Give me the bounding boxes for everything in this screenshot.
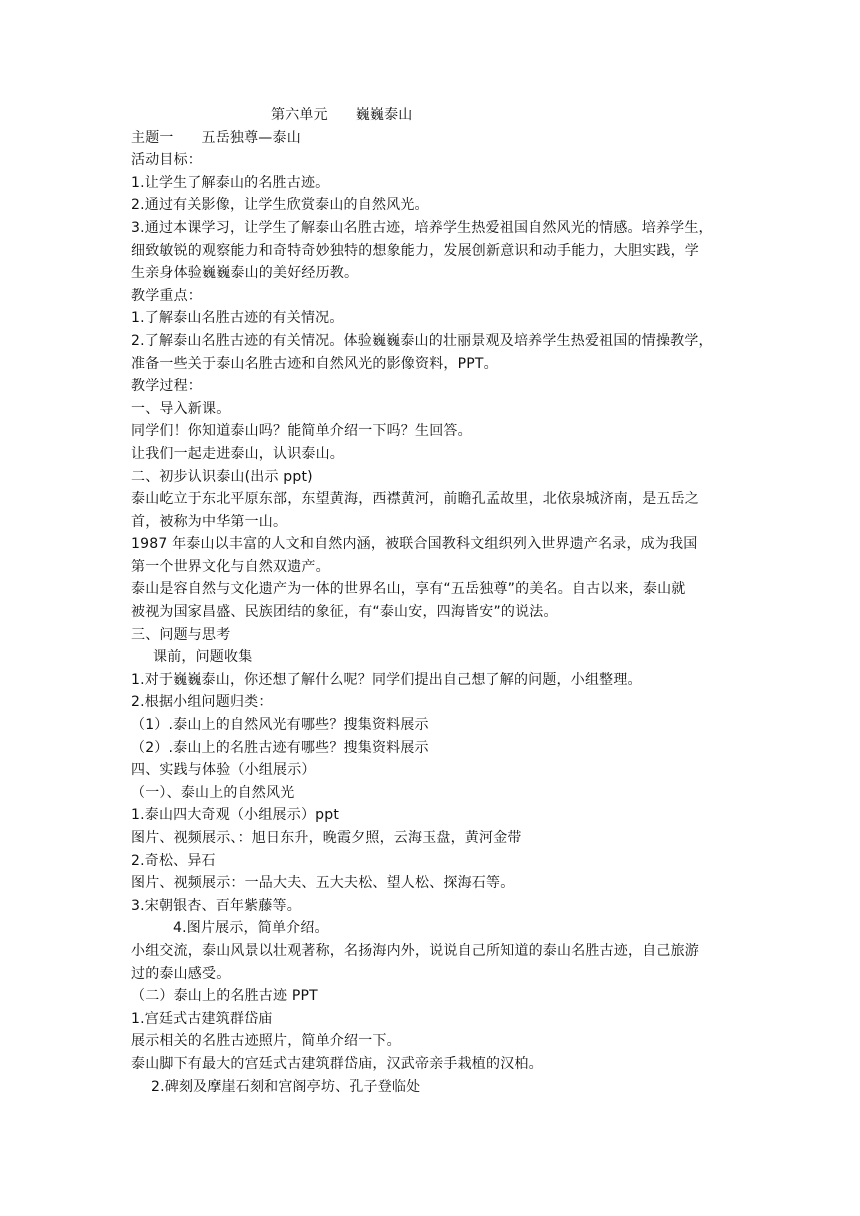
paragraph: 泰山是容自然与文化遗产为一体的世界名山，享有“五岳独尊”的美名。自古以来，泰山就 bbox=[131, 581, 686, 598]
document-body bbox=[131, 104, 741, 1098]
objective-2: 2.通过有关影像，让学生欣赏泰山的自然风光。 bbox=[131, 197, 429, 214]
paragraph: 1987 年泰山以丰富的人文和自然内涵，被联合国教科文组织列入世界遗产名录，成为我国 bbox=[131, 536, 698, 553]
objective-3-line-1: 3.通过本课学习，让学生了解泰山名胜古迹，培养学生热爱祖国自然风光的情感。培养学生， bbox=[131, 219, 713, 236]
list-item: （2）.泰山上的名胜古迹有哪些？搜集资料展示 bbox=[131, 739, 429, 756]
key-point-2-line-2: 准备一些关于泰山名胜古迹和自然风光的影像资料，PPT。 bbox=[131, 355, 498, 372]
objective-3-line-3: 生亲身体验巍巍泰山的美好经历教。 bbox=[131, 265, 359, 282]
paragraph: 图片、视频展示：一品大夫、五大夫松、望人松、探海石等。 bbox=[131, 875, 515, 892]
paragraph: 展示相关的名胜古迹照片，简单介绍一下。 bbox=[131, 1033, 401, 1050]
list-item: 1.宫廷式古建筑群岱庙 bbox=[131, 1010, 273, 1027]
objective-1: 1.让学生了解泰山的名胜古迹。 bbox=[131, 174, 330, 191]
step-2-heading: 二、初步认识泰山(出示 ppt) bbox=[131, 468, 313, 485]
paragraph: 第一个世界文化与自然双遗产。 bbox=[131, 558, 330, 575]
section-heading-key-points: 教学重点： bbox=[131, 287, 202, 304]
list-item: （1）.泰山上的自然风光有哪些？搜集资料展示 bbox=[131, 717, 429, 734]
unit-title: 第六单元 巍巍泰山 bbox=[271, 107, 413, 123]
paragraph: 被视为国家昌盛、民族团结的象征，有“泰山安，四海皆安”的说法。 bbox=[131, 604, 558, 621]
theme-heading: 主题一 五岳独尊—泰山 bbox=[131, 129, 301, 146]
paragraph: 同学们！你知道泰山吗？能简单介绍一下吗？生回答。 bbox=[131, 423, 472, 440]
paragraph: 让我们一起走进泰山，认识泰山。 bbox=[131, 445, 344, 462]
list-item: 1.对于巍巍泰山，你还想了解什么呢？同学们提出自己想了解的问题，小组整理。 bbox=[131, 671, 642, 688]
sub-heading: （二）泰山上的名胜古迹 PPT bbox=[131, 988, 318, 1005]
list-item: 2.碑刻及摩崖石刻和宫阁亭坊、孔子登临处 bbox=[151, 1078, 421, 1095]
list-item: 4.图片展示，简单介绍。 bbox=[173, 920, 329, 937]
section-heading-process: 教学过程： bbox=[131, 378, 202, 395]
list-item: 3.宋朝银杏、百年紫藤等。 bbox=[131, 897, 301, 914]
paragraph: 首，被称为中华第一山。 bbox=[131, 513, 288, 530]
paragraph: 图片、视频展示、：旭日东升，晚霞夕照，云海玉盘，黄河金带 bbox=[131, 830, 522, 846]
step-1-heading: 一、导入新课。 bbox=[131, 400, 231, 417]
step-3-heading: 三、问题与思考 bbox=[131, 626, 231, 643]
list-item: 2.奇松、异石 bbox=[131, 852, 216, 869]
key-point-2-line-1: 2.了解泰山名胜古迹的有关情况。体验巍巍泰山的壮丽景观及培养学生热爱祖国的情操教学， bbox=[131, 332, 713, 349]
objective-3-line-2: 细致敏锐的观察能力和奇特奇妙独特的想象能力，发展创新意识和动手能力，大胆实践，学 bbox=[131, 242, 699, 259]
step-4-heading: 四、实践与体验（小组展示） bbox=[131, 762, 316, 779]
paragraph: 小组交流，泰山风景以壮观著称，名扬海内外，说说自己所知道的泰山名胜古迹，自己旅游 bbox=[131, 942, 699, 959]
list-item: 2.根据小组问题归类： bbox=[131, 694, 273, 711]
key-point-1: 1.了解泰山名胜古迹的有关情况。 bbox=[131, 310, 344, 327]
paragraph: 泰山脚下有最大的宫廷式古建筑群岱庙，汉武帝亲手栽植的汉柏。 bbox=[131, 1055, 543, 1072]
sub-heading: （一）、泰山上的自然风光 bbox=[131, 784, 295, 801]
list-item: 1.泰山四大奇观（小组展示）ppt bbox=[131, 807, 340, 824]
sub-heading: 课前，问题收集 bbox=[153, 649, 253, 666]
paragraph: 泰山屹立于东北平原东部，东望黄海，西襟黄河，前瞻孔孟故里，北依泉城济南，是五岳之 bbox=[131, 491, 699, 508]
section-heading-objectives: 活动目标： bbox=[131, 152, 202, 169]
paragraph: 过的泰山感受。 bbox=[131, 965, 231, 982]
